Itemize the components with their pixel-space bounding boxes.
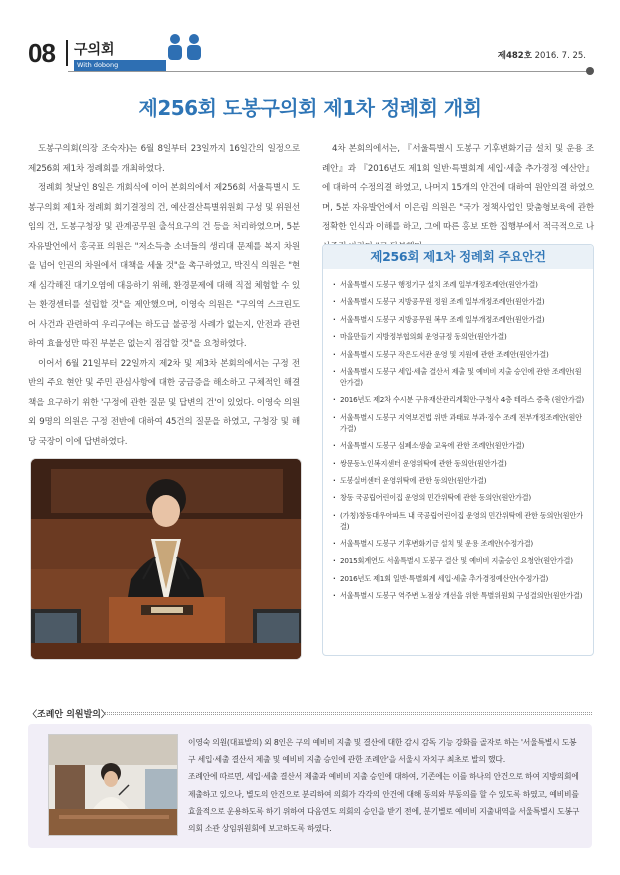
agenda-title: 제256회 제1차 정례회 주요안건 [323, 245, 593, 269]
list-item: · 서울특별시 도봉구 지방공무원 정원 조례 일부개정조례안(원안가결) [333, 296, 585, 307]
councilor-photo [48, 734, 178, 836]
list-item: · 서울특별시 도봉구 역주변 노점상 개선을 위한 특별위원회 구성결의안(원안가결) [333, 590, 585, 601]
article-headline: 제256회 도봉구의회 제1차 정례회 개회 [138, 96, 482, 120]
paragraph: 4차 본회의에서는, 『서울특별시 도봉구 기후변화기금 설치 및 운용 조례안』과 『2016년도 제1회 일반·특별회계 세입·세출 추가경정 예산안』에 대하여 수정의결 하였고, 나머지 15개의 안건에 대하여 원안의결 하였으며, 5분 자유발언에서 이은림 의원은 "국가 정책사업인 맞춤형보육에 관한 정확한 인식과 이해를 하고, 그에 따른 홍보 또한 집행부에서 적극적으로 나 [322, 144, 594, 232]
list-item: · 서울특별시 도봉구 지방공무원 복무 조례 일부개정조례안(원안가결) [333, 314, 585, 325]
people-icon [164, 32, 206, 62]
article-right-column [322, 140, 594, 257]
list-item: · 서울특별시 도봉구 지역보건법 위반 과태료 부과·징수 조례 전부개정조례안(원안가결) [333, 412, 585, 434]
podium-photo-illustration [31, 459, 302, 660]
list-item: · 도봉실버센터 운영위탁에 관한 동의안(원안가결) [333, 475, 585, 486]
list-item: · 2016년도 제1회 일반·특별회계 세입·세출 추가경정예산안(수정가결) [333, 573, 585, 584]
paragraph: 도봉구의회(의장 조숙자)는 6월 8일부터 23일까지 16일간의 일정으로 제256회 제1차 정례회를 개최하였다. [28, 144, 300, 174]
list-item: · 2016년도 제2차 수시분 구유재산관리계획안-구청사 4층 테라스 증축 (원안가결) [333, 394, 585, 405]
list-item: · 서울특별시 도봉구 작은도서관 운영 및 지원에 관한 조례안(원안가결) [333, 349, 585, 360]
opinion-box [28, 724, 592, 848]
section-subtitle: With dobong [74, 60, 166, 71]
list-item: · 서울특별시 도봉구 세입·세출 결산서 제출 및 예비비 지출 승인에 관한 조례안(원안가결) [333, 366, 585, 388]
issue-date: 2016. 7. 25. [534, 51, 586, 61]
header-rule [68, 71, 592, 72]
list-item: · 서울특별시 도봉구 행정기구 설치 조례 일부개정조례안(원안가결) [333, 279, 585, 290]
paragraph: 정례회 첫날인 8일은 개회식에 이어 본회의에서 제256회 서울특별시 도봉구의회 제1차 정례회 회기결정의 건, 예산결산특별위원회 구성 및 위원선임의 건, 도봉구청장 및 관계공무원 출석요구의 건 등을 처리하였으며, 5분 자유발언에서 홍국표 의원은 "저소득층 소녀들의 생리대 문제를 복지 차원을 넘어 인권의 차원에서 대책을 세울 것"을 촉구하였고, 박진식 의원은 "현재 심각해진 대기오염에 대응하기 위해, 환경문제에 대해 직접 체험할 수 있는 환경센터를 설립할 것"을 제안했으며, 이영숙 의원은 "구의역 스크린도어 사건과 관련하여 우리구에는 하도급 불공정 사례가 없는지, 안전과 관련하여 효율성만 따진 부분은 없는지 점검할 것"을 요청하였다. [28, 183, 300, 349]
paragraph: 이어서 6월 21일부터 22일까지 제2차 및 제3차 본회의에서는 구정 전반의 주요 현안 및 주민 관심사항에 대한 궁금증을 해소하고 구체적인 해결책을 요구하기 위한 '구정에 관한 질문 및 답변의 건'이 있었다. 이영숙 의원 외 9명의 의원은 구정 전반에 대하여 45건의 질문을 하였고, 구청장 및 해당 국장이 이에 답변하였다. [28, 358, 300, 447]
paragraph: 이영숙 의원(대표발의) 외 8인은 구의 예비비 지출 및 결산에 대한 감시 감독 기능 강화를 골자로 하는 '서울특별시 도봉구 세입·세출 결산서 제출 및 예비비 지출 승인에 관한 조례안'을 서울시 자치구 최초로 발의 했다. [188, 738, 577, 765]
councilor-photo-illustration [49, 735, 178, 836]
list-item: · 창동 국공립어린이집 운영의 민간위탁에 관한 동의안(원안가결) [333, 492, 585, 503]
list-item: · 서울특별시 도봉구 심폐소생술 교육에 관한 조례안(원안가결) [333, 440, 585, 451]
paragraph: 조례안에 따르면, 세입·세출 결산서 제출과 예비비 지출 승인에 대하여, 기존에는 이를 하나의 안건으로 하여 지방의회에 제출하고 있으나, 별도의 안건으로 분리하여 의회가 각각의 안건에 대해 동의와 부동의를 할 수 있도록 하였고, 예비비를 효율적으로 운용하도록 하기 위하여 다음연도 의회의 승인을 받기 전에, 분기별로 예비비 지출내역을 서울특별시 도봉구의회 소관 상임위원회에 보고하도록 하였다. [188, 772, 580, 834]
article-left-column [28, 140, 300, 452]
list-item: · 쌍문동노인복지센터 운영위탁에 관한 동의안(원안가결) [333, 458, 585, 469]
header-rule-dot [586, 67, 594, 75]
list-item: · 2015회계연도 서울특별시 도봉구 결산 및 예비비 지출승인 요청안(원안가결) [333, 555, 585, 566]
issue-info [498, 49, 586, 61]
opinion-divider [104, 712, 592, 715]
page-number: 08 [28, 38, 55, 68]
list-item: · 서울특별시 도봉구 기후변화기금 설치 및 운용 조례안(수정가결) [333, 538, 585, 549]
header-divider [66, 40, 68, 66]
issue-number: 제482호 [497, 51, 532, 61]
agenda-list [323, 269, 593, 601]
opinion-label: 〈조례안 의원발의〉 [28, 710, 110, 720]
agenda-box [322, 244, 594, 656]
council-session-photo [30, 458, 302, 660]
opinion-text [188, 734, 582, 837]
list-item: · 마을만들기 지방정부협의회 운영규정 동의안(원안가결) [333, 331, 585, 342]
list-item: · (가칭)창동대우아파트 내 국공립어린이집 운영의 민간위탁에 관한 동의안(원안가결) [333, 510, 585, 532]
section-title: 구의회 [74, 42, 115, 58]
page-header [28, 36, 592, 74]
